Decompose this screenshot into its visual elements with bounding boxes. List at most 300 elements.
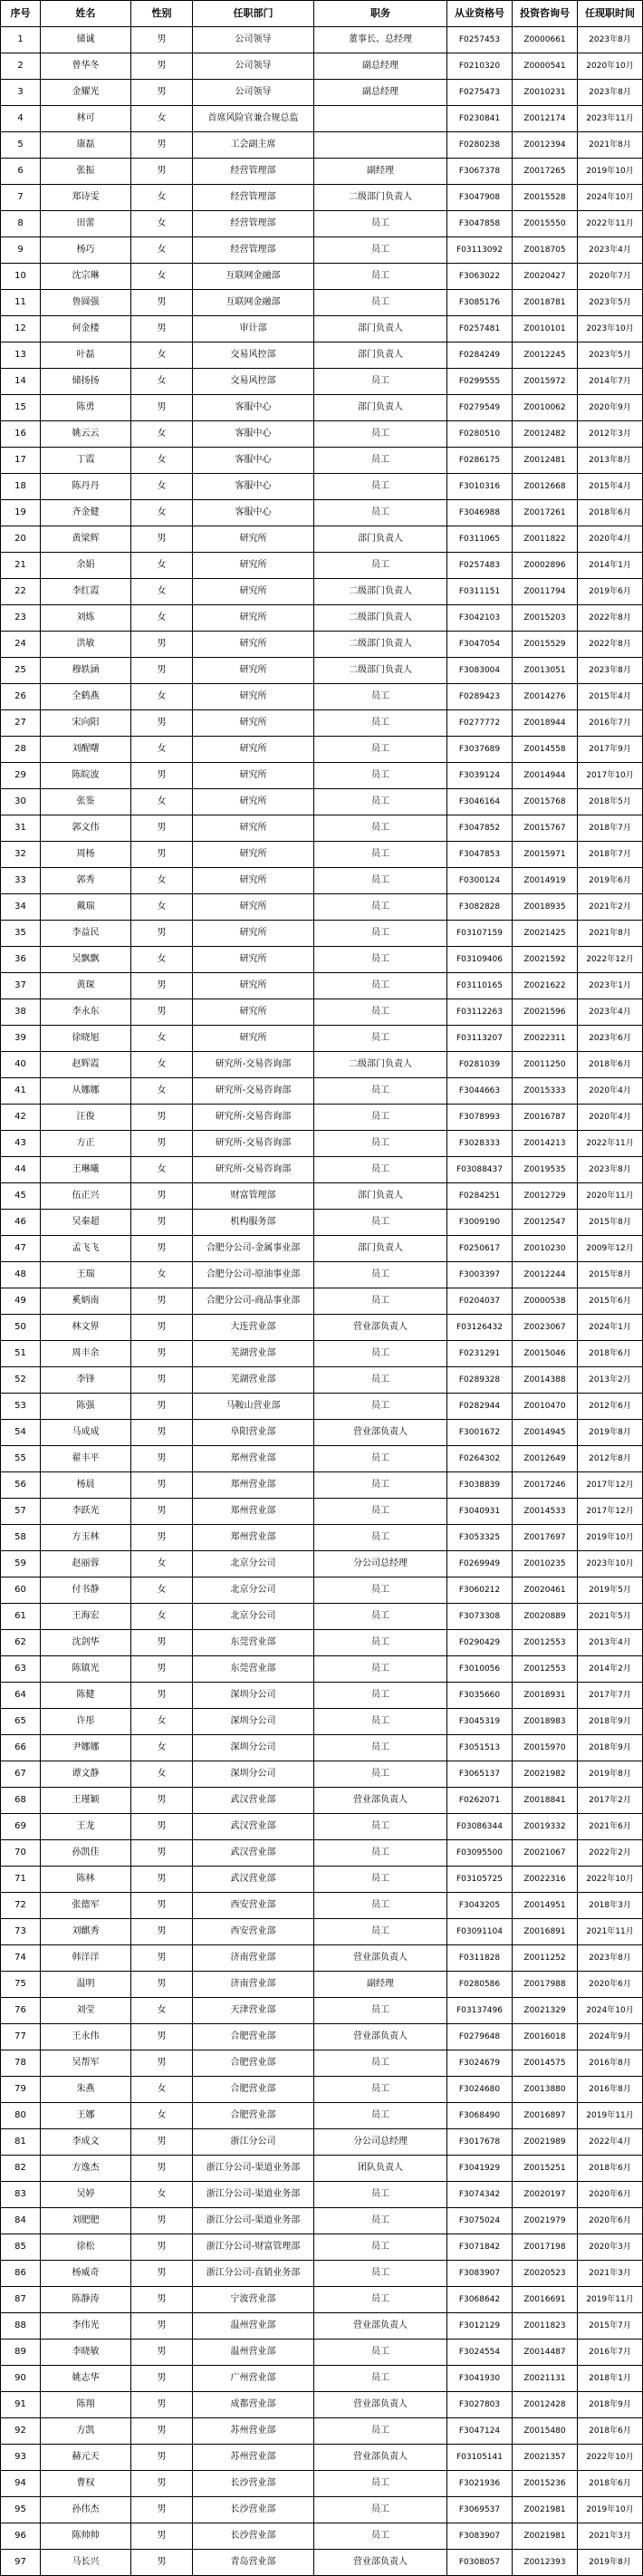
cell-position: 员工 — [314, 1630, 447, 1656]
cell-department: 互联网金融部 — [193, 290, 314, 316]
cell-investment-consulting: Z0002896 — [513, 553, 578, 579]
table-row — [1, 264, 643, 290]
cell-investment-consulting: Z0020461 — [513, 1577, 578, 1604]
cell-current-post-date: 2015年4月 — [578, 684, 643, 710]
cell-name: 余娟 — [41, 553, 131, 579]
cell-practice-qualification: F0289328 — [447, 1367, 513, 1394]
cell-practice-qualification: F3082828 — [447, 894, 513, 921]
cell-practice-qualification: F0290429 — [447, 1630, 513, 1656]
cell-position: 员工 — [314, 1262, 447, 1288]
cell-investment-consulting: Z0014388 — [513, 1367, 578, 1394]
cell-investment-consulting: Z0021989 — [513, 2129, 578, 2156]
cell-position: 副总经理 — [314, 80, 447, 106]
cell-department: 公司领导 — [193, 27, 314, 53]
cell-department: 深圳分公司 — [193, 1709, 314, 1735]
table-row — [1, 1735, 643, 1761]
cell-position: 员工 — [314, 1394, 447, 1420]
table-row — [1, 526, 643, 553]
cell-practice-qualification: F3047124 — [447, 2418, 513, 2445]
cell-name: 王娜 — [41, 2103, 131, 2129]
cell-name: 孙伟杰 — [41, 2497, 131, 2523]
cell-gender: 男 — [131, 2208, 193, 2234]
cell-position: 董事长、总经理 — [314, 27, 447, 53]
cell-department: 交易风控部 — [193, 343, 314, 369]
cell-investment-consulting: Z0015528 — [513, 185, 578, 211]
cell-gender: 女 — [131, 1262, 193, 1288]
table-row — [1, 815, 643, 842]
cell-gender: 男 — [131, 1630, 193, 1656]
cell-name: 李跃光 — [41, 1499, 131, 1525]
cell-position: 团队负责人 — [314, 2156, 447, 2182]
cell-current-post-date: 2023年8月 — [578, 1157, 643, 1183]
cell-current-post-date: 2019年11月 — [578, 2103, 643, 2129]
cell-name: 吴飘飘 — [41, 947, 131, 973]
cell-department: 北京分公司 — [193, 1604, 314, 1630]
cell-department: 研究所 — [193, 947, 314, 973]
cell-practice-qualification: F3027803 — [447, 2392, 513, 2418]
cell-department: 阜阳营业部 — [193, 1420, 314, 1446]
cell-name: 姚云云 — [41, 421, 131, 448]
cell-gender: 女 — [131, 185, 193, 211]
cell-name: 张鉴 — [41, 789, 131, 815]
table-row — [1, 2234, 643, 2261]
cell-investment-consulting: Z0012244 — [513, 1262, 578, 1288]
cell-department: 客服中心 — [193, 395, 314, 421]
cell-investment-consulting: Z0021067 — [513, 1840, 578, 1867]
cell-investment-consulting: Z0015480 — [513, 2418, 578, 2445]
cell-position: 员工 — [314, 448, 447, 474]
cell-current-post-date: 2018年5月 — [578, 789, 643, 815]
cell-gender: 男 — [131, 1210, 193, 1236]
cell-gender: 男 — [131, 2497, 193, 2523]
cell-practice-qualification: F3037689 — [447, 737, 513, 763]
cell-current-post-date: 2019年10月 — [578, 2497, 643, 2523]
cell-current-post-date: 2021年3月 — [578, 2261, 643, 2287]
cell-index: 14 — [1, 369, 41, 395]
cell-position: 员工 — [314, 1288, 447, 1315]
table-row — [1, 2366, 643, 2392]
cell-gender: 男 — [131, 973, 193, 999]
cell-index: 19 — [1, 500, 41, 526]
cell-name: 储扬扬 — [41, 369, 131, 395]
cell-position: 营业部负责人 — [314, 2392, 447, 2418]
table-row — [1, 1709, 643, 1735]
cell-name: 陈皖波 — [41, 763, 131, 789]
cell-position: 员工 — [314, 1893, 447, 1919]
cell-current-post-date: 2020年10月 — [578, 53, 643, 80]
cell-practice-qualification: F03105725 — [447, 1867, 513, 1893]
cell-index: 50 — [1, 1315, 41, 1341]
cell-gender: 女 — [131, 474, 193, 500]
col-header-index: 序号 — [1, 1, 41, 27]
cell-index: 46 — [1, 1210, 41, 1236]
cell-investment-consulting: Z0021981 — [513, 2523, 578, 2550]
cell-position: 分公司总经理 — [314, 1551, 447, 1577]
cell-department: 研究所-交易咨询部 — [193, 1131, 314, 1157]
cell-investment-consulting: Z0010231 — [513, 80, 578, 106]
cell-position: 部门负责人 — [314, 526, 447, 553]
table-row — [1, 2024, 643, 2050]
cell-investment-consulting: Z0011823 — [513, 2313, 578, 2340]
cell-position: 员工 — [314, 500, 447, 526]
cell-index: 40 — [1, 1052, 41, 1078]
cell-investment-consulting: Z0018841 — [513, 1788, 578, 1814]
cell-name: 曾华冬 — [41, 53, 131, 80]
cell-investment-consulting: Z0014487 — [513, 2340, 578, 2366]
cell-index: 87 — [1, 2287, 41, 2313]
table-row — [1, 53, 643, 80]
cell-index: 26 — [1, 684, 41, 710]
cell-investment-consulting: Z0021357 — [513, 2445, 578, 2471]
cell-practice-qualification: F3075024 — [447, 2208, 513, 2234]
table-row — [1, 1788, 643, 1814]
cell-name: 陈丹丹 — [41, 474, 131, 500]
cell-department: 研究所 — [193, 868, 314, 894]
cell-index: 44 — [1, 1157, 41, 1183]
cell-department: 郑州营业部 — [193, 1525, 314, 1551]
table-row — [1, 1131, 643, 1157]
cell-index: 83 — [1, 2182, 41, 2208]
table-row — [1, 1761, 643, 1788]
cell-name: 吴秦超 — [41, 1210, 131, 1236]
cell-gender: 女 — [131, 1026, 193, 1052]
cell-name: 刘麒秀 — [41, 1919, 131, 1945]
cell-index: 60 — [1, 1577, 41, 1604]
cell-department: 长沙营业部 — [193, 2523, 314, 2550]
cell-gender: 女 — [131, 343, 193, 369]
cell-index: 73 — [1, 1919, 41, 1945]
cell-practice-qualification: F03107159 — [447, 921, 513, 947]
cell-gender: 男 — [131, 80, 193, 106]
cell-current-post-date: 2013年4月 — [578, 1630, 643, 1656]
cell-gender: 男 — [131, 2313, 193, 2340]
cell-name: 朱燕 — [41, 2077, 131, 2103]
cell-index: 76 — [1, 1998, 41, 2024]
cell-index: 28 — [1, 737, 41, 763]
cell-department: 研究所-交易咨询部 — [193, 1078, 314, 1105]
table-row — [1, 211, 643, 237]
cell-gender: 女 — [131, 448, 193, 474]
cell-gender: 男 — [131, 316, 193, 343]
cell-department: 公司领导 — [193, 53, 314, 80]
cell-current-post-date: 2021年8月 — [578, 921, 643, 947]
cell-current-post-date: 2019年11月 — [578, 2287, 643, 2313]
cell-position: 员工 — [314, 1157, 447, 1183]
cell-current-post-date: 2023年6月 — [578, 1026, 643, 1052]
cell-position: 二级部门负责人 — [314, 579, 447, 605]
cell-position: 员工 — [314, 369, 447, 395]
cell-practice-qualification: F0275473 — [447, 80, 513, 106]
table-row — [1, 1998, 643, 2024]
cell-gender: 女 — [131, 1761, 193, 1788]
cell-department: 西安营业部 — [193, 1919, 314, 1945]
cell-investment-consulting: Z0015251 — [513, 2156, 578, 2182]
cell-index: 59 — [1, 1551, 41, 1577]
cell-name: 郭文伟 — [41, 815, 131, 842]
cell-name: 王瑾颖 — [41, 1788, 131, 1814]
cell-department: 研究所 — [193, 763, 314, 789]
cell-gender: 男 — [131, 2050, 193, 2077]
cell-department: 郑州营业部 — [193, 1446, 314, 1472]
cell-investment-consulting: Z0012482 — [513, 421, 578, 448]
cell-name: 尹娜娜 — [41, 1735, 131, 1761]
cell-current-post-date: 2023年11月 — [578, 106, 643, 132]
cell-investment-consulting: Z0015046 — [513, 1341, 578, 1367]
cell-index: 78 — [1, 2050, 41, 2077]
cell-practice-qualification: F0230841 — [447, 106, 513, 132]
cell-gender: 女 — [131, 211, 193, 237]
cell-index: 41 — [1, 1078, 41, 1105]
cell-name: 奚炳南 — [41, 1288, 131, 1315]
cell-department: 马鞍山营业部 — [193, 1394, 314, 1420]
cell-index: 12 — [1, 316, 41, 343]
cell-gender: 女 — [131, 106, 193, 132]
table-row — [1, 1840, 643, 1867]
cell-position: 员工 — [314, 947, 447, 973]
table-row — [1, 1945, 643, 1972]
cell-department: 济南营业部 — [193, 1972, 314, 1998]
cell-gender: 男 — [131, 1867, 193, 1893]
cell-gender: 男 — [131, 1893, 193, 1919]
table-row — [1, 1262, 643, 1288]
table-row — [1, 921, 643, 947]
table-row — [1, 1472, 643, 1499]
cell-investment-consulting: Z0012729 — [513, 1183, 578, 1210]
cell-investment-consulting: Z0021981 — [513, 2497, 578, 2523]
cell-department: 济南营业部 — [193, 1945, 314, 1972]
cell-current-post-date: 2014年1月 — [578, 553, 643, 579]
table-row — [1, 973, 643, 999]
table-row — [1, 658, 643, 684]
cell-department: 研究所-交易咨询部 — [193, 1052, 314, 1078]
cell-department: 审计部 — [193, 316, 314, 343]
cell-gender: 女 — [131, 264, 193, 290]
cell-investment-consulting: Z0012393 — [513, 2550, 578, 2576]
table-row — [1, 448, 643, 474]
cell-practice-qualification: F3065137 — [447, 1761, 513, 1788]
cell-investment-consulting: Z0012649 — [513, 1446, 578, 1472]
cell-current-post-date: 2015年8月 — [578, 1210, 643, 1236]
cell-practice-qualification: F3045319 — [447, 1709, 513, 1735]
cell-investment-consulting: Z0010062 — [513, 395, 578, 421]
cell-current-post-date: 2020年9月 — [578, 395, 643, 421]
cell-name: 鲁圆强 — [41, 290, 131, 316]
table-row — [1, 2313, 643, 2340]
cell-index: 36 — [1, 947, 41, 973]
cell-index: 15 — [1, 395, 41, 421]
cell-gender: 男 — [131, 53, 193, 80]
cell-department: 武汉营业部 — [193, 1840, 314, 1867]
cell-position: 员工 — [314, 1814, 447, 1840]
cell-department: 研究所 — [193, 999, 314, 1026]
cell-index: 70 — [1, 1840, 41, 1867]
cell-index: 21 — [1, 553, 41, 579]
table-row — [1, 1525, 643, 1551]
cell-current-post-date: 2017年12月 — [578, 1472, 643, 1499]
cell-index: 96 — [1, 2523, 41, 2550]
cell-practice-qualification: F0280238 — [447, 132, 513, 159]
cell-investment-consulting: Z0014945 — [513, 1420, 578, 1446]
cell-index: 84 — [1, 2208, 41, 2234]
cell-index: 29 — [1, 763, 41, 789]
cell-position: 营业部负责人 — [314, 1788, 447, 1814]
cell-practice-qualification: F3083907 — [447, 2523, 513, 2550]
cell-current-post-date: 2024年10月 — [578, 185, 643, 211]
cell-department: 客服中心 — [193, 448, 314, 474]
cell-position: 营业部负责人 — [314, 1315, 447, 1341]
cell-department: 深圳分公司 — [193, 1683, 314, 1709]
cell-gender: 男 — [131, 1525, 193, 1551]
cell-department: 研究所 — [193, 658, 314, 684]
cell-current-post-date: 2013年2月 — [578, 1367, 643, 1394]
cell-investment-consulting: Z0017261 — [513, 500, 578, 526]
cell-practice-qualification: F0280510 — [447, 421, 513, 448]
cell-name: 杨晨 — [41, 1472, 131, 1499]
cell-practice-qualification: F3060212 — [447, 1577, 513, 1604]
cell-current-post-date: 2020年6月 — [578, 1972, 643, 1998]
cell-position: 员工 — [314, 1761, 447, 1788]
cell-position: 二级部门负责人 — [314, 658, 447, 684]
cell-position: 员工 — [314, 1367, 447, 1394]
cell-department: 武汉营业部 — [193, 1867, 314, 1893]
table-row — [1, 737, 643, 763]
cell-current-post-date: 2023年8月 — [578, 80, 643, 106]
cell-practice-qualification: F0269949 — [447, 1551, 513, 1577]
cell-investment-consulting: Z0000538 — [513, 1288, 578, 1315]
cell-position: 员工 — [314, 973, 447, 999]
table-row — [1, 1867, 643, 1893]
cell-investment-consulting: Z0021982 — [513, 1761, 578, 1788]
cell-practice-qualification: F3039124 — [447, 763, 513, 789]
cell-practice-qualification: F3047908 — [447, 185, 513, 211]
cell-practice-qualification: F3071842 — [447, 2234, 513, 2261]
cell-department: 合肥分公司-商品事业部 — [193, 1288, 314, 1315]
cell-index: 13 — [1, 343, 41, 369]
cell-name: 徐晓旭 — [41, 1026, 131, 1052]
cell-investment-consulting: Z0016018 — [513, 2024, 578, 2050]
cell-department: 广州营业部 — [193, 2366, 314, 2392]
cell-department: 武汉营业部 — [193, 1788, 314, 1814]
cell-gender: 男 — [131, 1656, 193, 1683]
cell-current-post-date: 2019年10月 — [578, 1525, 643, 1551]
cell-practice-qualification: F0311828 — [447, 1945, 513, 1972]
table-row — [1, 316, 643, 343]
cell-name: 陈勇 — [41, 395, 131, 421]
cell-practice-qualification: F0289423 — [447, 684, 513, 710]
cell-current-post-date: 2023年8月 — [578, 1945, 643, 1972]
cell-index: 68 — [1, 1788, 41, 1814]
cell-name: 杨威奇 — [41, 2261, 131, 2287]
cell-name: 齐金健 — [41, 500, 131, 526]
cell-gender: 男 — [131, 1341, 193, 1367]
cell-practice-qualification: F3046164 — [447, 789, 513, 815]
cell-current-post-date: 2016年8月 — [578, 2050, 643, 2077]
cell-current-post-date: 2021年8月 — [578, 132, 643, 159]
cell-index: 56 — [1, 1472, 41, 1499]
cell-practice-qualification: F0280586 — [447, 1972, 513, 1998]
cell-index: 43 — [1, 1131, 41, 1157]
cell-practice-qualification: F0281039 — [447, 1052, 513, 1078]
cell-department: 北京分公司 — [193, 1577, 314, 1604]
cell-position: 员工 — [314, 2418, 447, 2445]
cell-position: 员工 — [314, 1683, 447, 1709]
cell-name: 马长兴 — [41, 2550, 131, 2576]
cell-department: 工会副主席 — [193, 132, 314, 159]
cell-position: 员工 — [314, 737, 447, 763]
cell-investment-consulting: Z0022316 — [513, 1867, 578, 1893]
cell-name: 储诚 — [41, 27, 131, 53]
cell-gender: 男 — [131, 526, 193, 553]
cell-name: 陈强 — [41, 1394, 131, 1420]
cell-current-post-date: 2024年1月 — [578, 1315, 643, 1341]
cell-position: 营业部负责人 — [314, 1945, 447, 1972]
cell-investment-consulting: Z0015550 — [513, 211, 578, 237]
table-row — [1, 868, 643, 894]
cell-practice-qualification: F3012129 — [447, 2313, 513, 2340]
table-row — [1, 947, 643, 973]
cell-practice-qualification: F3067378 — [447, 159, 513, 185]
cell-investment-consulting: Z0020197 — [513, 2182, 578, 2208]
table-row — [1, 1183, 643, 1210]
cell-practice-qualification: F3068642 — [447, 2287, 513, 2313]
cell-index: 3 — [1, 80, 41, 106]
cell-department: 深圳分公司 — [193, 1761, 314, 1788]
cell-gender: 男 — [131, 1683, 193, 1709]
cell-current-post-date: 2012年3月 — [578, 421, 643, 448]
cell-index: 57 — [1, 1499, 41, 1525]
table-row — [1, 1972, 643, 1998]
cell-current-post-date: 2024年9月 — [578, 2024, 643, 2050]
cell-investment-consulting: Z0015529 — [513, 632, 578, 658]
cell-name: 吴婷 — [41, 2182, 131, 2208]
cell-current-post-date: 2018年9月 — [578, 2392, 643, 2418]
cell-current-post-date: 2021年2月 — [578, 894, 643, 921]
cell-current-post-date: 2022年8月 — [578, 605, 643, 632]
cell-current-post-date: 2020年6月 — [578, 2208, 643, 2234]
cell-index: 74 — [1, 1945, 41, 1972]
cell-gender: 男 — [131, 290, 193, 316]
cell-gender: 男 — [131, 2445, 193, 2471]
cell-investment-consulting: Z0016691 — [513, 2287, 578, 2313]
cell-practice-qualification: F03086344 — [447, 1814, 513, 1840]
cell-practice-qualification: F3073308 — [447, 1604, 513, 1630]
cell-gender: 男 — [131, 842, 193, 868]
cell-gender: 女 — [131, 2077, 193, 2103]
cell-name: 王永伟 — [41, 2024, 131, 2050]
table-row — [1, 2077, 643, 2103]
cell-name: 林文界 — [41, 1315, 131, 1341]
cell-name: 孙凯佳 — [41, 1840, 131, 1867]
cell-department: 温州营业部 — [193, 2313, 314, 2340]
cell-position: 部门负责人 — [314, 395, 447, 421]
cell-gender: 男 — [131, 1840, 193, 1867]
table-row — [1, 2156, 643, 2182]
cell-name: 金耀光 — [41, 80, 131, 106]
cell-gender: 男 — [131, 2156, 193, 2182]
cell-department: 浙江分公司-直销业务部 — [193, 2261, 314, 2287]
cell-department: 研究所 — [193, 921, 314, 947]
cell-name: 李锋 — [41, 1367, 131, 1394]
cell-position: 部门负责人 — [314, 1183, 447, 1210]
cell-gender: 女 — [131, 1078, 193, 1105]
cell-gender: 女 — [131, 237, 193, 264]
roster-body — [1, 27, 643, 2576]
table-row — [1, 2471, 643, 2497]
cell-gender: 男 — [131, 1367, 193, 1394]
cell-department: 研究所 — [193, 579, 314, 605]
cell-practice-qualification: F3021936 — [447, 2471, 513, 2497]
cell-position: 员工 — [314, 1341, 447, 1367]
